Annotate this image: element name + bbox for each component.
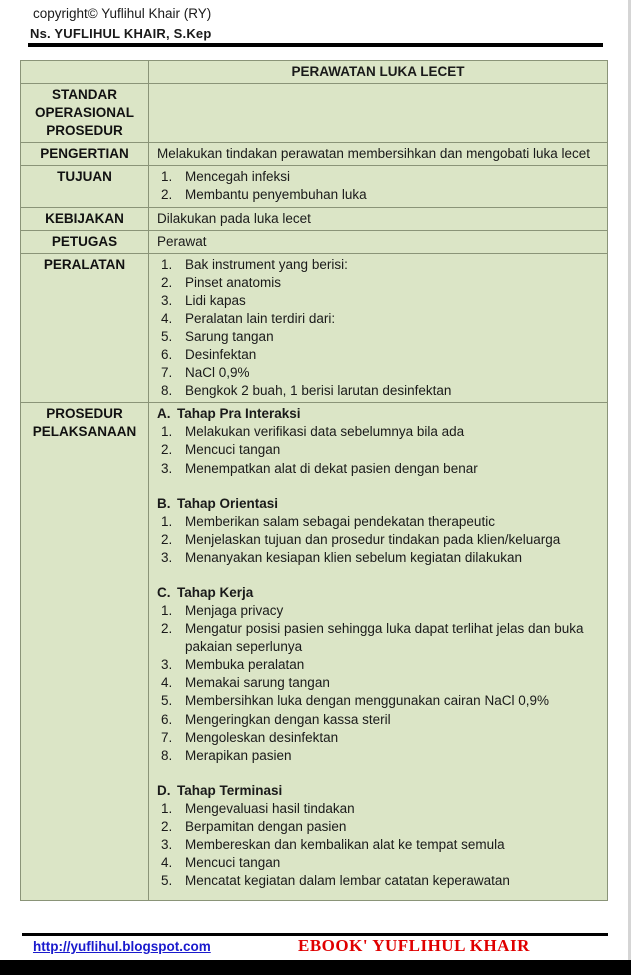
list-item: Desinfektan: [185, 347, 257, 363]
section-terminasi: [157, 782, 599, 890]
row-kebijakan: [21, 207, 608, 230]
list-item: Melakukan verifikasi data sebelumnya bila ada: [185, 424, 465, 440]
row-peralatan: [21, 253, 608, 403]
list-item: Mengevaluasi hasil tindakan: [185, 800, 355, 816]
row-prosedur: [21, 403, 608, 901]
top-divider: [28, 43, 603, 47]
list-item: NaCl 0,9%: [185, 365, 250, 381]
list-item: Membuka peralatan: [185, 657, 305, 673]
section-letter: B.: [157, 495, 171, 511]
list-item: Menjelaskan tujuan dan prosedur tindakan pada klien/keluarga: [185, 531, 561, 547]
list-item: Mencegah infeksi: [185, 169, 291, 185]
list-item: Mencatat kegiatan dalam lembar catatan keperawatan: [185, 873, 510, 889]
section-title: Tahap Kerja: [177, 584, 254, 600]
petugas-label: PETUGAS: [21, 230, 149, 253]
petugas-text: Perawat: [149, 230, 608, 253]
section-title: Tahap Orientasi: [177, 495, 279, 511]
peralatan-list: [157, 256, 599, 401]
list-item: Mencuci tangan: [185, 442, 281, 458]
section-list: [157, 423, 599, 477]
section-letter: C.: [157, 584, 171, 600]
blog-link[interactable]: http://yuflihul.blogspot.com: [33, 939, 211, 954]
list-item: Pinset anatomis: [185, 274, 282, 290]
pengertian-text: Melakukan tindakan perawatan membersihkan dan mengobati luka lecet: [149, 143, 608, 166]
list-item: Bengkok 2 buah, 1 berisi larutan desinfektan: [185, 383, 452, 399]
title-row-empty-cell: [21, 61, 149, 84]
list-item: Membersihkan luka dengan menggunakan cairan NaCl 0,9%: [185, 693, 549, 709]
section-list: [157, 602, 599, 765]
tujuan-list: [157, 168, 599, 204]
list-item: Menjaga privacy: [185, 603, 284, 619]
kebijakan-label: KEBIJAKAN: [21, 207, 149, 230]
row-title: [21, 61, 608, 84]
prosedur-label: PROSEDUR PELAKSANAAN: [21, 403, 149, 901]
list-item: Sarung tangan: [185, 329, 274, 345]
section-title: Tahap Terminasi: [177, 782, 283, 798]
list-item: Membereskan dan kembalikan alat ke tempat semula: [185, 836, 505, 852]
copyright-text: copyright© Yuflihul Khair (RY): [33, 6, 212, 21]
kebijakan-text: Dilakukan pada luka lecet: [149, 207, 608, 230]
prosedur-cell: [149, 403, 608, 901]
section-pra-interaksi: [157, 405, 599, 477]
section-heading: [157, 584, 599, 602]
list-item: Merapikan pasien: [185, 747, 292, 763]
pengertian-label: PENGERTIAN: [21, 143, 149, 166]
list-item: Menempatkan alat di dekat pasien dengan benar: [185, 460, 478, 476]
bottom-bar: [0, 960, 631, 975]
section-list: [157, 800, 599, 890]
section-title: Tahap Pra Interaksi: [177, 406, 301, 422]
list-item: Lidi kapas: [185, 292, 246, 308]
list-item: Berpamitan dengan pasien: [185, 818, 347, 834]
list-item: Mengeringkan dengan kassa steril: [185, 711, 391, 727]
row-pengertian: [21, 143, 608, 166]
row-petugas: [21, 230, 608, 253]
sop-table: [20, 60, 608, 901]
list-item: Peralatan lain terdiri dari:: [185, 310, 336, 326]
list-item: Memakai sarung tangan: [185, 675, 330, 691]
standar-empty-cell: [149, 84, 608, 143]
author-name: Ns. YUFLIHUL KHAIR, S.Kep: [30, 26, 212, 41]
list-item: Menanyakan kesiapan klien sebelum kegiatan dilakukan: [185, 549, 522, 565]
tujuan-label: TUJUAN: [21, 166, 149, 207]
row-tujuan: [21, 166, 608, 207]
section-heading: [157, 405, 599, 423]
section-kerja: [157, 584, 599, 765]
row-standar: [21, 84, 608, 143]
document-title: PERAWATAN LUKA LECET: [149, 61, 608, 84]
list-item: Membantu penyembuhan luka: [185, 187, 367, 203]
section-heading: [157, 495, 599, 513]
section-heading: [157, 782, 599, 800]
peralatan-label: PERALATAN: [21, 253, 149, 403]
list-item: Memberikan salam sebagai pendekatan therapeutic: [185, 513, 495, 529]
section-orientasi: [157, 495, 599, 567]
ebook-title: EBOOK' YUFLIHUL KHAIR: [298, 936, 530, 955]
list-item: Mengatur posisi pasien sehingga luka dapat terlihat jelas dan buka pakaian seperlunya: [185, 621, 584, 655]
section-list: [157, 513, 599, 567]
list-item: Mengoleskan desinfektan: [185, 729, 339, 745]
section-letter: A.: [157, 406, 171, 422]
tujuan-cell: [149, 166, 608, 207]
standar-label: STANDAR OPERASIONAL PROSEDUR: [21, 84, 149, 143]
peralatan-cell: [149, 253, 608, 403]
section-letter: D.: [157, 782, 171, 798]
list-item: Mencuci tangan: [185, 855, 281, 871]
list-item: Bak instrument yang berisi:: [185, 256, 348, 272]
